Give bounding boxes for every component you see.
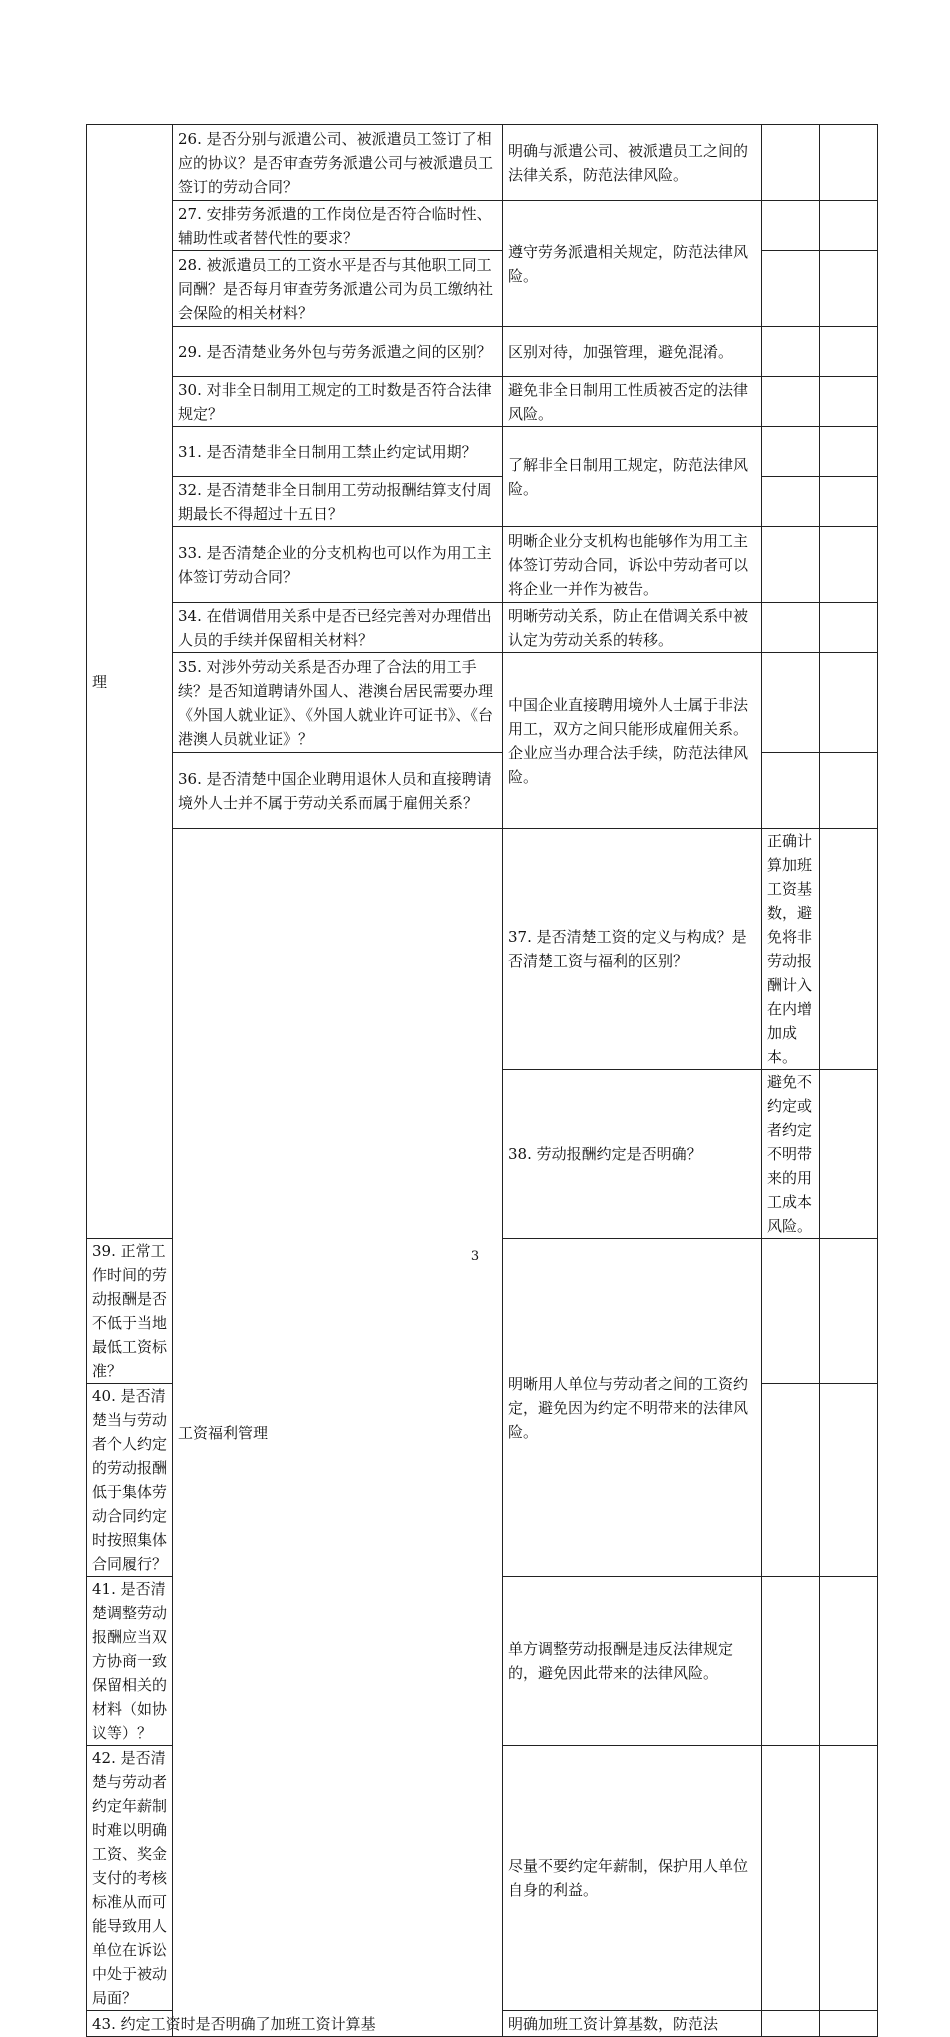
check-cell	[762, 653, 820, 753]
check-cell	[762, 377, 820, 427]
check-cell	[820, 603, 878, 653]
check-cell	[820, 427, 878, 477]
check-cell	[820, 1384, 878, 1577]
category-cell: 工资福利管理	[173, 829, 503, 2037]
question-cell: 35. 对涉外劳动关系是否办理了合法的用工手续？是否知道聘请外国人、港澳台居民需要办理《外国人就业证》、《外国人就业许可证书》、《台港澳人员就业证》？	[173, 653, 503, 753]
purpose-cell: 明确加班工资计算基数，防范法	[503, 2011, 762, 2037]
table-row	[87, 603, 878, 653]
check-cell	[762, 2011, 820, 2037]
check-cell	[762, 753, 820, 829]
check-cell	[820, 377, 878, 427]
question-cell: 37. 是否清楚工资的定义与构成？是否清楚工资与福利的区别？	[503, 829, 762, 1070]
table-row	[87, 427, 878, 477]
purpose-cell: 区别对待，加强管理，避免混淆。	[503, 327, 762, 377]
purpose-cell: 中国企业直接聘用境外人士属于非法用工，双方之间只能形成雇佣关系。企业应当办理合法手续，防范法律风险。	[503, 653, 762, 829]
check-cell	[820, 829, 878, 1070]
purpose-cell: 避免非全日制用工性质被否定的法律风险。	[503, 377, 762, 427]
check-cell	[820, 125, 878, 201]
question-cell: 26. 是否分别与派遣公司、被派遣员工签订了相应的协议？是否审查劳务派遣公司与被派遣员工签订的劳动合同？	[173, 125, 503, 201]
check-cell	[762, 125, 820, 201]
check-cell	[762, 603, 820, 653]
table-row	[87, 201, 878, 251]
check-cell	[820, 2011, 878, 2037]
purpose-cell: 遵守劳务派遣相关规定，防范法律风险。	[503, 201, 762, 327]
purpose-cell: 避免不约定或者约定不明带来的用工成本风险。	[762, 1070, 820, 1239]
table-row	[87, 125, 878, 201]
question-cell: 34. 在借调借用关系中是否已经完善对办理借出人员的手续并保留相关材料？	[173, 603, 503, 653]
check-cell	[820, 753, 878, 829]
page-number: 3	[470, 1249, 480, 1264]
question-cell: 31. 是否清楚非全日制用工禁止约定试用期？	[173, 427, 503, 477]
purpose-cell: 明确与派遣公司、被派遣员工之间的法律关系，防范法律风险。	[503, 125, 762, 201]
table-row	[87, 829, 878, 1070]
question-cell: 40. 是否清楚当与劳动者个人约定的劳动报酬低于集体劳动合同约定时按照集体合同履行？	[87, 1384, 173, 1577]
question-cell: 43. 约定工资时是否明确了加班工资计算基	[87, 2011, 173, 2037]
purpose-cell: 正确计算加班工资基数，避免将非劳动报酬计入在内增加成本。	[762, 829, 820, 1070]
question-cell: 39. 正常工作时间的劳动报酬是否不低于当地最低工资标准？	[87, 1239, 173, 1384]
check-cell	[820, 653, 878, 753]
purpose-cell: 明晰劳动关系，防止在借调关系中被认定为劳动关系的转移。	[503, 603, 762, 653]
check-cell	[762, 327, 820, 377]
check-cell	[820, 1070, 878, 1239]
check-cell	[820, 477, 878, 527]
question-cell: 38. 劳动报酬约定是否明确？	[503, 1070, 762, 1239]
check-cell	[762, 1746, 820, 2011]
check-cell	[820, 251, 878, 327]
check-cell	[762, 477, 820, 527]
purpose-cell: 单方调整劳动报酬是违反法律规定的，避免因此带来的法律风险。	[503, 1577, 762, 1746]
purpose-cell: 了解非全日制用工规定，防范法律风险。	[503, 427, 762, 527]
purpose-cell: 明晰企业分支机构也能够作为用工主体签订劳动合同，诉讼中劳动者可以将企业一并作为被告。	[503, 527, 762, 603]
check-cell	[762, 201, 820, 251]
check-cell	[820, 327, 878, 377]
question-cell: 29. 是否清楚业务外包与劳务派遣之间的区别？	[173, 327, 503, 377]
purpose-cell: 明晰用人单位与劳动者之间的工资约定，避免因为约定不明带来的法律风险。	[503, 1239, 762, 1577]
question-cell: 32. 是否清楚非全日制用工劳动报酬结算支付周期最长不得超过十五日？	[173, 477, 503, 527]
question-cell: 27. 安排劳务派遣的工作岗位是否符合临时性、辅助性或者替代性的要求？	[173, 201, 503, 251]
question-cell: 36. 是否清楚中国企业聘用退休人员和直接聘请境外人士并不属于劳动关系而属于雇佣关系？	[173, 753, 503, 829]
table-row	[87, 327, 878, 377]
table-row	[87, 377, 878, 427]
table-row	[87, 527, 878, 603]
question-cell: 33. 是否清楚企业的分支机构也可以作为用工主体签订劳动合同？	[173, 527, 503, 603]
check-cell	[762, 1384, 820, 1577]
check-cell	[762, 1577, 820, 1746]
checklist-table	[86, 124, 878, 2037]
table-row	[87, 653, 878, 753]
purpose-cell: 尽量不要约定年薪制，保护用人单位自身的利益。	[503, 1746, 762, 2011]
category-cell: 理	[87, 125, 173, 1239]
question-cell: 41. 是否清楚调整劳动报酬应当双方协商一致保留相关的材料（如协议等）？	[87, 1577, 173, 1746]
check-cell	[762, 251, 820, 327]
check-cell	[820, 201, 878, 251]
question-cell: 42. 是否清楚与劳动者约定年薪制时难以明确工资、奖金支付的考核标准从而可能导致用人单位在诉讼中处于被动局面？	[87, 1746, 173, 2011]
check-cell	[762, 527, 820, 603]
check-cell	[820, 1746, 878, 2011]
check-cell	[820, 527, 878, 603]
check-cell	[762, 427, 820, 477]
check-cell	[820, 1577, 878, 1746]
question-cell: 30. 对非全日制用工规定的工时数是否符合法律规定？	[173, 377, 503, 427]
question-cell: 28. 被派遣员工的工资水平是否与其他职工同工同酬？是否每月审查劳务派遣公司为员工缴纳社会保险的相关材料？	[173, 251, 503, 327]
